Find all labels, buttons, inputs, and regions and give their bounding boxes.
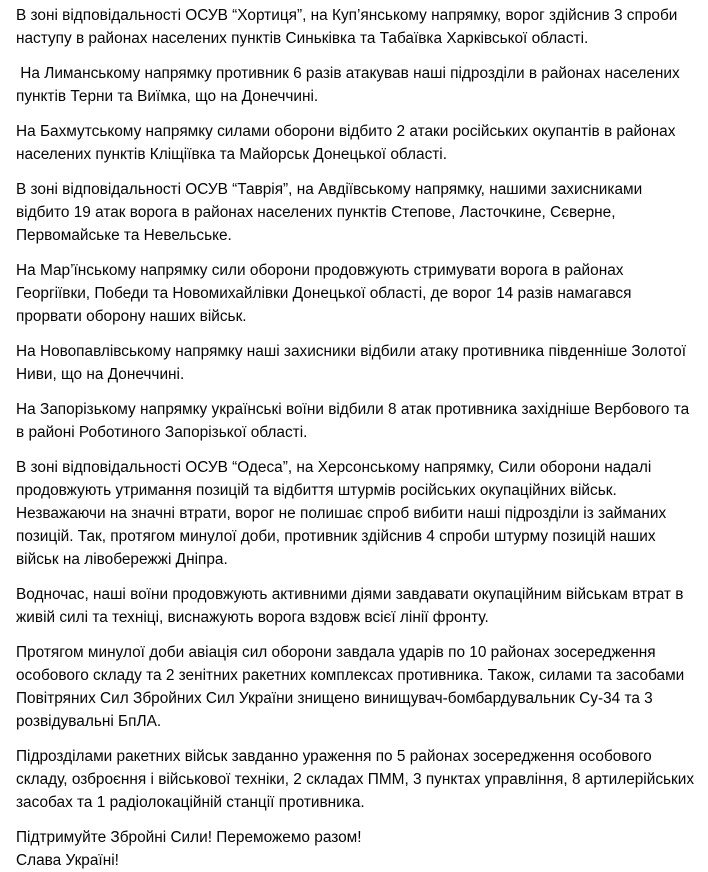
paragraph-attrition: Водночас, наші воїни продовжують активними діями завдавати окупаційним військам втрат в живій силі та техніці, виснажують ворога вздовж всієї лінії фронту.	[16, 586, 684, 626]
paragraph-aviation: Протягом минулої доби авіація сил оборони завдала ударів по 10 районах зосередження особового складу та 2 зенітних ракетних комплексах противника. Також, силами та засобами Повітряних Сил Збройних Сил України знищено винищувач-бомбардувальник Су-34 та 3 розвідувальні БпЛА.	[16, 644, 685, 730]
paragraph-novopavlivka: На Новопавлівському напрямку наші захисники відбили атаку противника південніше Золотої Ниви, що на Донеччині.	[16, 343, 687, 383]
paragraph-zaporizhzhia: На Запорізькому напрямку українські воїни відбили 8 атак противника західніше Вербового та в районі Роботиного Запорізької області.	[16, 401, 690, 441]
closing-line-support: Підтримуйте Збройні Сили! Переможемо разом!	[16, 829, 362, 846]
closing-line-glory: Слава Україні!	[16, 852, 119, 869]
paragraph-kupiansk: В зоні відповідальності ОСУВ “Хортиця”, на Куп’янському напрямку, ворог здійснив 3 спроби наступу в районах населених пунктів Синьківка та Табаївка Харківської області.	[16, 7, 678, 47]
closing-paragraph	[16, 826, 696, 872]
paragraph-marinka: На Мар’їнському напрямку сили оборони продовжують стримувати ворога в районах Георгіївки, Победи та Новомихайлівки Донецької області, де ворог 14 разів намагався прорвати оборону наших військ.	[16, 262, 632, 325]
paragraph-kherson: В зоні відповідальності ОСУВ “Одеса”, на Херсонському напрямку, Сили оборони надалі продовжують утримання позицій та відбиття штурмів російських окупаційних військ. Незважаючи на значні втрати, ворог не полишає спроб вибити наші підрозділи із займаних позицій. Так, протягом минулої доби, противник здійснив 4 спроби штурму позицій наших військ на лівобережжі Дніпра.	[16, 459, 667, 568]
paragraph-missile-troops: Підрозділами ракетних військ завданно ураження по 5 районах зосередження особового складу, озброєння і військової техніки, 2 складах ПММ, 3 пунктах управління, 8 артилерійських засобах та 1 радіолокаційній станції противника.	[16, 748, 695, 811]
paragraph-avdiivka: В зоні відповідальності ОСУВ “Таврія”, на Авдіївському напрямку, нашими захисниками відбито 19 атак ворога в районах населених пунктів Степове, Ласточкине, Сєверне, Первомайське та Невельське.	[16, 181, 643, 244]
paragraph-lyman: На Лиманському напрямку противник 6 разів атакував наші підрозділи в районах населених пунктів Терни та Виїмка, що на Донеччині.	[16, 65, 684, 105]
paragraph-bakhmut: На Бахмутському напрямку силами оборони відбито 2 атаки російських окупантів в районах населених пунктів Кліщіївка та Майорськ Донецької області.	[16, 123, 676, 163]
